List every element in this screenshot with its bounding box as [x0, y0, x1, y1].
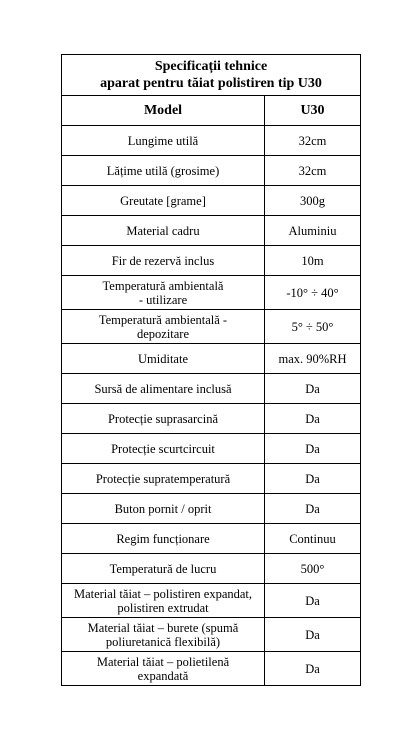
spec-label-line: Material tăiat – polietilenă: [96, 654, 230, 669]
table-row: [62, 618, 361, 652]
spec-label-line: Lungime utilă: [127, 133, 199, 148]
spec-value: 500°: [265, 554, 361, 584]
spec-value: Da: [265, 584, 361, 618]
spec-label-line: poliuretanică flexibilă): [105, 634, 221, 649]
spec-label-line: Temperatură ambientală -: [98, 312, 228, 327]
spec-label-line: Greutate [grame]: [120, 193, 206, 208]
table-row: [62, 494, 361, 524]
table-row: [62, 216, 361, 246]
table-row: [62, 404, 361, 434]
spec-value: Da: [265, 494, 361, 524]
spec-label: [62, 554, 265, 584]
spec-label: [62, 652, 265, 686]
table-row: [62, 276, 361, 310]
table-row: [62, 246, 361, 276]
spec-label-line: Material cadru: [126, 223, 200, 238]
spec-label-line: Fir de rezervă inclus: [111, 253, 215, 268]
table-row: [62, 310, 361, 344]
spec-value: Da: [265, 434, 361, 464]
spec-label-line: expandată: [137, 668, 189, 683]
spec-label-line: Material tăiat – burete (spumă: [87, 620, 239, 635]
spec-label-line: Buton pornit / oprit: [114, 501, 212, 516]
spec-value: 300g: [265, 186, 361, 216]
spec-label: [62, 216, 265, 246]
spec-label: [62, 524, 265, 554]
spec-label: [62, 310, 265, 344]
table-row: [62, 434, 361, 464]
spec-label-line: depozitare: [136, 326, 190, 341]
spec-label-line: Regim funcționare: [116, 531, 210, 546]
title-line-2: aparat pentru tăiat polistiren tip U30: [100, 76, 322, 91]
spec-label: [62, 246, 265, 276]
table-title: [62, 55, 361, 96]
spec-value: 10m: [265, 246, 361, 276]
spec-value: Da: [265, 404, 361, 434]
spec-label: [62, 584, 265, 618]
spec-label: [62, 374, 265, 404]
table-row: [62, 584, 361, 618]
spec-value: Da: [265, 374, 361, 404]
spec-label: [62, 464, 265, 494]
table-row: [62, 186, 361, 216]
spec-label: [62, 186, 265, 216]
spec-label: [62, 404, 265, 434]
spec-label: [62, 126, 265, 156]
header-u30: U30: [265, 96, 361, 126]
spec-value: Da: [265, 618, 361, 652]
spec-label-line: Protecție scurtcircuit: [111, 441, 215, 456]
spec-value: Continuu: [265, 524, 361, 554]
spec-label-line: Sursă de alimentare inclusă: [94, 381, 232, 396]
spec-value: Da: [265, 464, 361, 494]
spec-table: [61, 54, 361, 686]
spec-label: [62, 156, 265, 186]
table-row: [62, 156, 361, 186]
spec-label-line: Temperatură de lucru: [109, 561, 217, 576]
spec-value: 5° ÷ 50°: [265, 310, 361, 344]
header-model: Model: [62, 96, 265, 126]
spec-label: [62, 618, 265, 652]
spec-label-line: Protecție supratemperatură: [95, 471, 231, 486]
spec-label: [62, 494, 265, 524]
table-row: [62, 554, 361, 584]
table-row: [62, 464, 361, 494]
table-row: [62, 374, 361, 404]
spec-label: [62, 344, 265, 374]
spec-value: Aluminiu: [265, 216, 361, 246]
spec-value: 32cm: [265, 126, 361, 156]
title-line-1: Specificații tehnice: [154, 59, 268, 74]
spec-label-line: polistiren extrudat: [117, 600, 209, 615]
spec-label-line: - utilizare: [138, 292, 188, 307]
spec-value: -10° ÷ 40°: [265, 276, 361, 310]
spec-value: max. 90%RH: [265, 344, 361, 374]
spec-label-line: Protecție suprasarcină: [107, 411, 219, 426]
spec-label: [62, 434, 265, 464]
spec-label-line: Umiditate: [138, 351, 188, 366]
table-row: [62, 524, 361, 554]
table-row: [62, 344, 361, 374]
spec-label: [62, 276, 265, 310]
title-row: [62, 55, 361, 96]
header-row: [62, 96, 361, 126]
spec-label-line: Material tăiat – polistiren expandat,: [73, 586, 253, 601]
table-row: [62, 652, 361, 686]
table-row: [62, 126, 361, 156]
spec-label-line: Temperatură ambientală: [102, 278, 224, 293]
spec-label-line: Lățime utilă (grosime): [106, 163, 220, 178]
spec-value: 32cm: [265, 156, 361, 186]
spec-value: Da: [265, 652, 361, 686]
